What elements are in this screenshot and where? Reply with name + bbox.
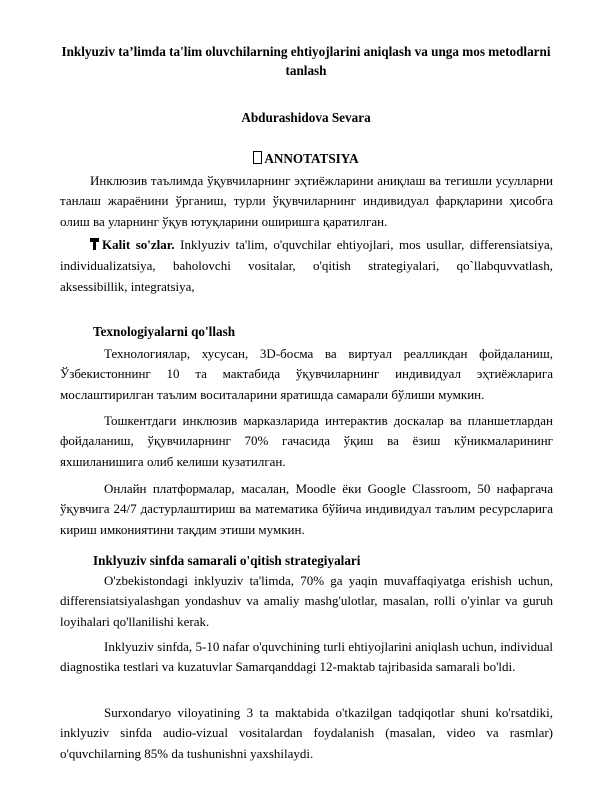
- section-heading-technology: Texnologiyalarni qo'llash: [93, 324, 236, 339]
- key-icon: [90, 236, 99, 256]
- annotation-text: Инклюзив таълимда ўқувчиларнинг эҳтиёжларини аниқлаш ва тегишли усулларни танлаш жараёнини ўрганиш, турли ўқувчиларнинг индивидуал фарқларини ҳисобга олиш ва уларнинг ўқув ютуқларини оширишга қаратилган.: [60, 173, 553, 229]
- paragraph: O'zbekistondagi inklyuziv ta'limda, 70% ga yaqin muvaffaqiyatga erishish uchun, differensiatsiyalashgan yondashuv va amaliy mashg'ulotlar, masalan, rolli o'yinlar va guruh loyihalari qo'llanilishi kerak.: [60, 573, 553, 629]
- keywords-text: Inklyuziv ta'lim, o'quvchilar ehtiyojlari, mos usullar, differensiatsiya, individualizatsiya, baholovchi vositalar, o'qitish strategiyalari, qo`llabquvvatlash, aksessibillik, integratsiya,: [60, 237, 553, 294]
- paragraph: Технологиялар, хусусан, 3D-босма ва виртуал реалликдан фойдаланиш, Ўзбекистоннинг 10 та мактабида ўқувчиларнинг индивидуал эҳтиёжларига мослаштирилган таълим воситаларини яратишда самарали бўлиши мумкин.: [60, 346, 553, 402]
- document-title: Inklyuziv ta’limda ta'lim oluvchilarning ehtiyojlarini aniqlash va unga mos metodlarni tanlash: [61, 44, 551, 78]
- paragraph: Онлайн платформалар, масалан, Moodle ёки Google Classroom, 50 нафаргача ўқувчига 24/7 дастурлаштириш ва математика бўйича индивидуал таълим ресурсларига кириш имкониятини тақдим этиши мумкин.: [60, 481, 553, 537]
- section-heading-strategies: Inklyuziv sinfda samarali o'qitish strategiyalari: [93, 553, 361, 568]
- keywords-paragraph: [60, 235, 553, 297]
- paragraph: Тошкентдаги инклюзив марказларида интерактив доскалар ва планшетлардан фойдаланиш, ўқувчиларнинг 70% гачасида ўқиш ва ёзиш кўникмаларининг яхшиланишига олиб келиши кузатилган.: [60, 413, 553, 469]
- keywords-label: Kalit so'zlar.: [102, 237, 175, 252]
- missing-glyph-icon: [253, 151, 262, 164]
- author-name: Abdurashidova Sevara: [241, 110, 371, 125]
- paragraph: Surxondaryo viloyatining 3 ta maktabida o'tkazilgan tadqiqotlar shuni ko'rsatdiki, inklyuziv sinfda audio-vizual vositalardan foydalanish (masalan, video va rasmlar) o'quvchilarning 85% da tushunishni yaxshilaydi.: [60, 705, 553, 761]
- paragraph: Inklyuziv sinfda, 5-10 nafar o'quvchining turli ehtiyojlarini aniqlash uchun, individual diagnostika testlari va kuzatuvlar Samarqanddagi 12-maktab tajribasida samarali bo'ldi.: [60, 639, 553, 675]
- annotation-heading: ANNOTATSIYA: [60, 151, 552, 167]
